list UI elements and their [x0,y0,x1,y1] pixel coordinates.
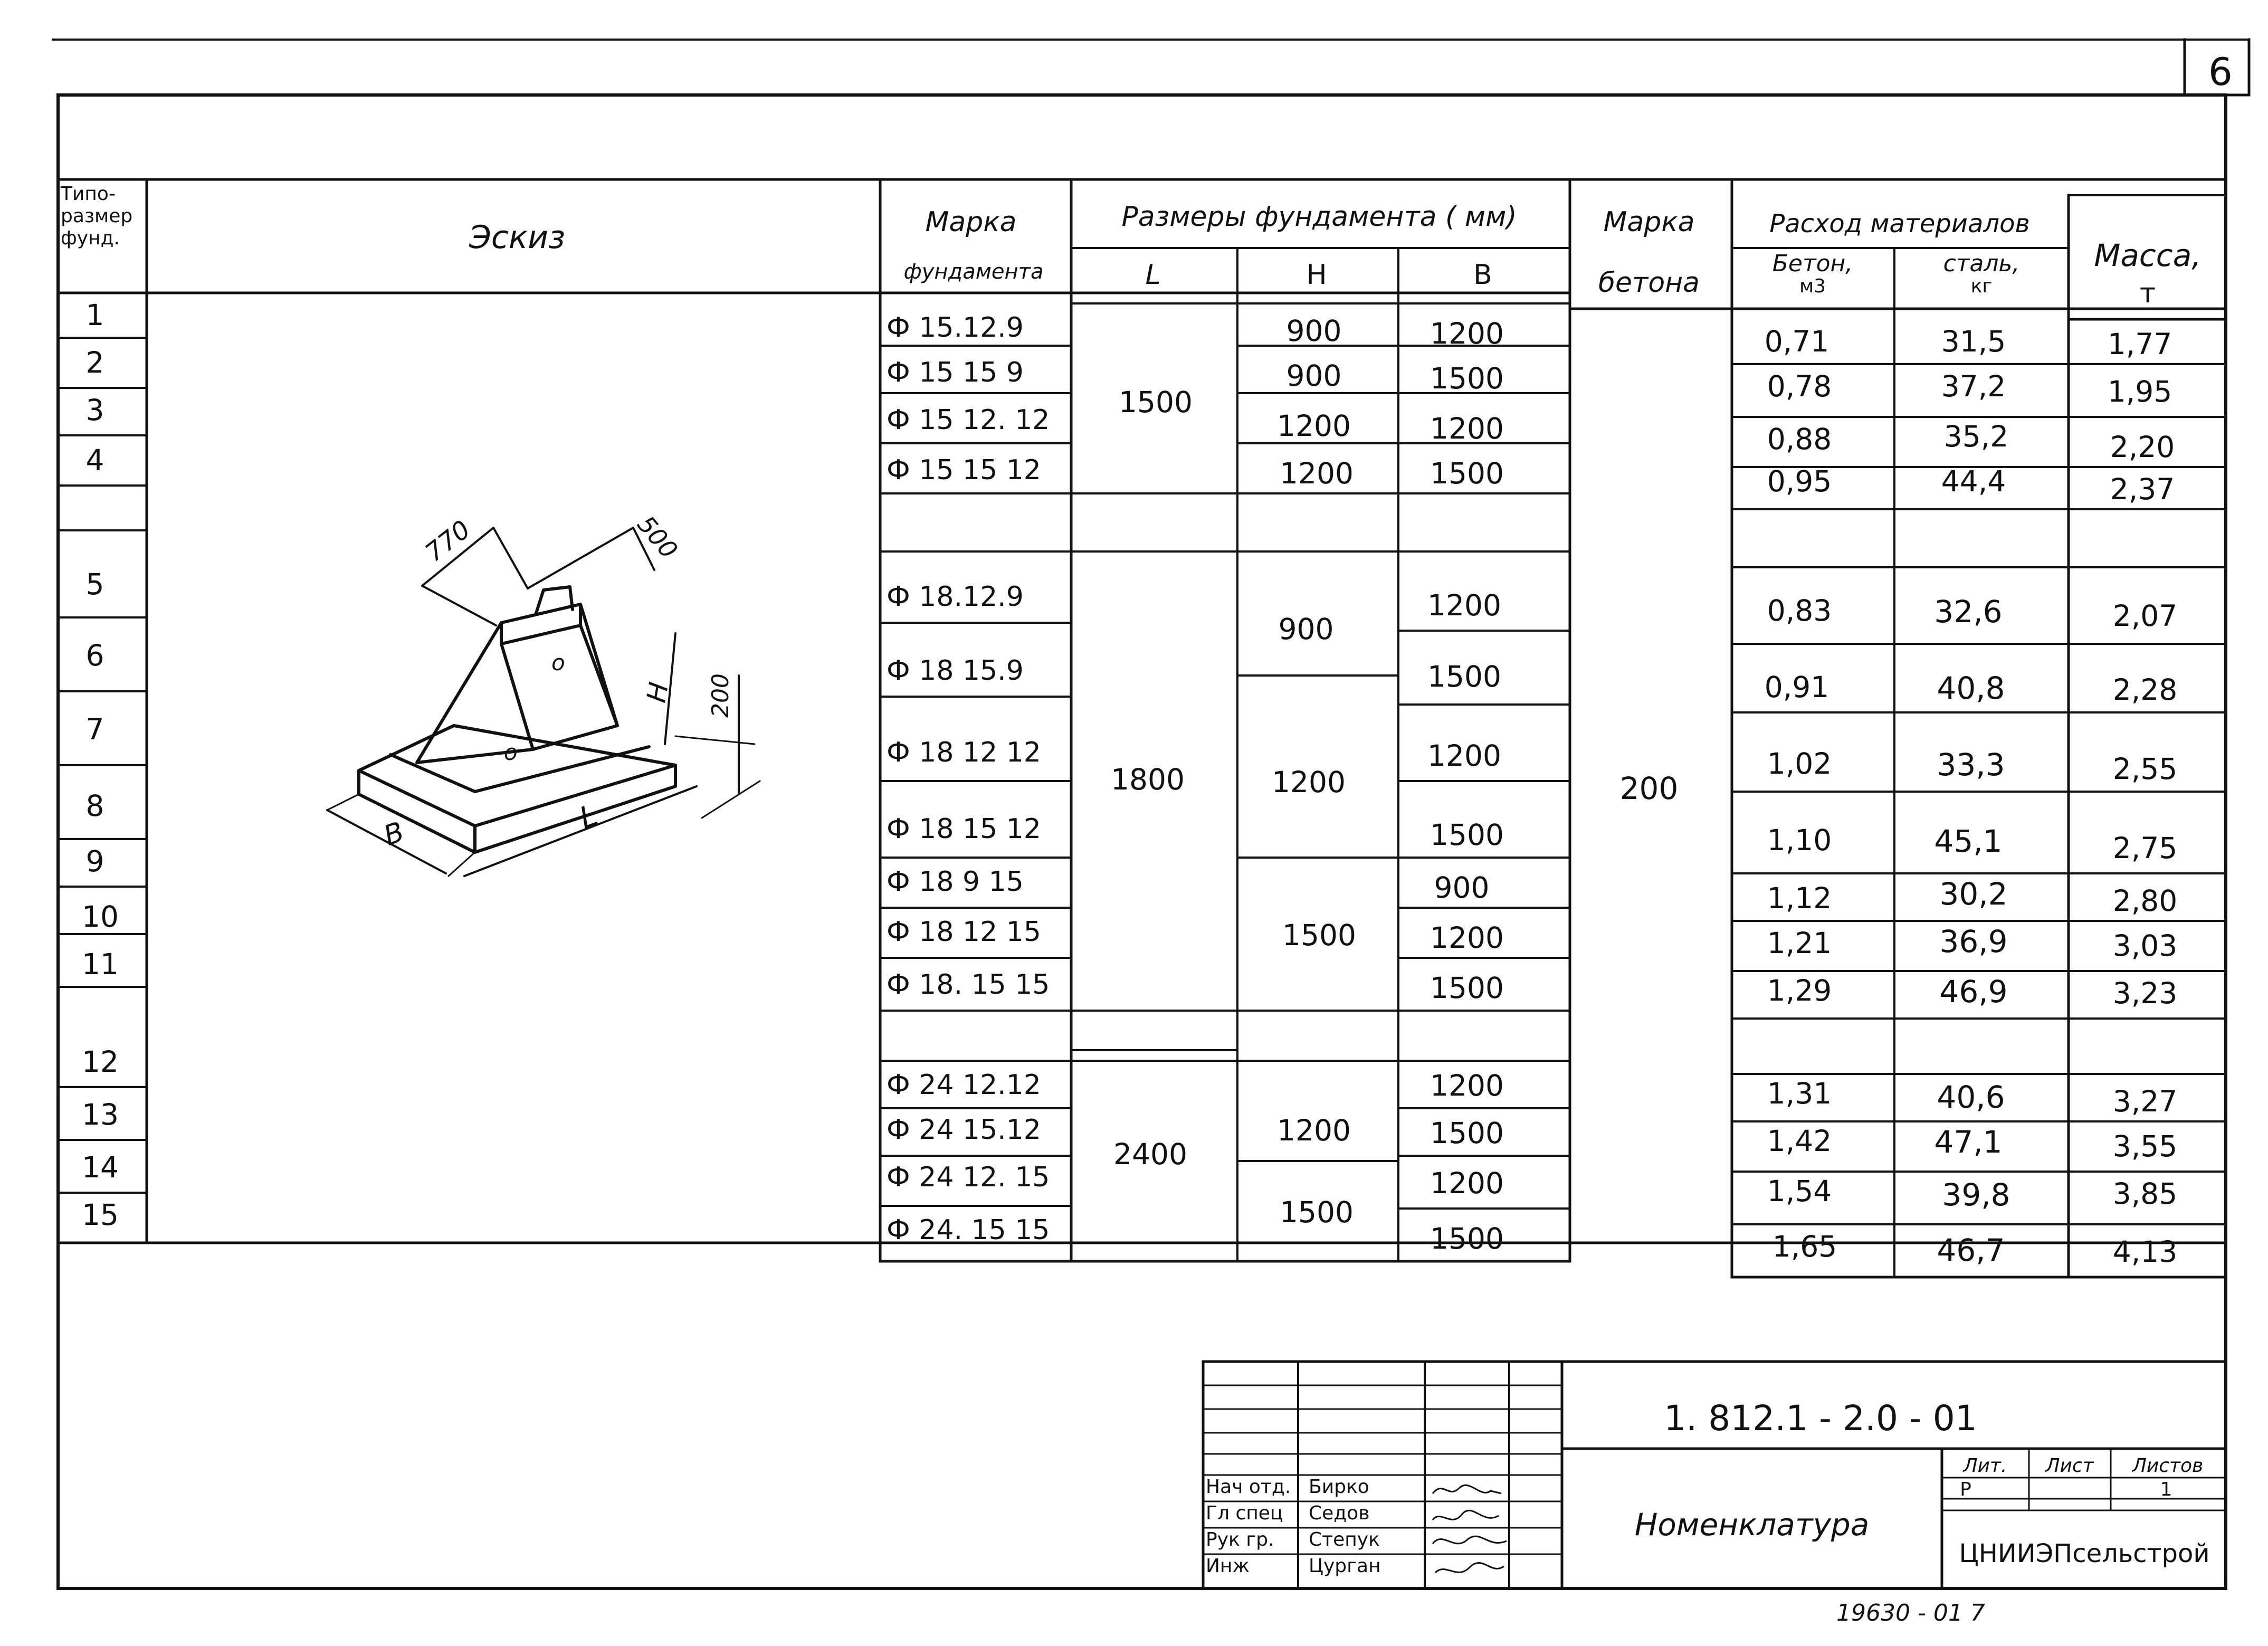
row-4-mass: 2,37 [2110,472,2175,506]
row-7-B: 1200 [1427,739,1501,773]
row-15-mass: 4,13 [2112,1235,2178,1269]
row-3-mass: 2,20 [2110,430,2175,464]
row-12-steel: 40,6 [1937,1079,2005,1115]
row-10-mark: Ф 18 12 15 [887,916,1041,948]
row-8-concrete: 1,10 [1767,823,1832,857]
row-14-B: 1200 [1430,1166,1504,1200]
group-L-1800: 1800 [1111,763,1185,796]
row-1-steel: 31,5 [1941,325,2006,358]
row-3-mark: Ф 15 12. 12 [887,404,1050,436]
document-code: 1. 812.1 - 2.0 - 01 [1664,1398,1977,1439]
row-2-steel: 37,2 [1941,369,2006,403]
group-L-1500: 1500 [1119,385,1193,419]
row-8-mass: 2,75 [2112,831,2178,865]
staff-4-role: Инж [1206,1555,1250,1577]
row-15-mark: Ф 24. 15 15 [887,1214,1050,1246]
row-1-mark: Ф 15.12.9 [887,312,1024,344]
row-11-number: 11 [82,947,119,981]
header-dims: Размеры фундамента ( мм) [1121,201,1517,233]
row-13-B: 1500 [1430,1116,1504,1150]
row-7-mark: Ф 18 12 12 [887,737,1041,768]
row-12-mark: Ф 24 12.12 [887,1069,1041,1101]
row-4-mark: Ф 15 15 12 [887,454,1041,486]
row-15-number: 15 [82,1198,119,1232]
row-5-B: 1200 [1427,588,1501,622]
sketch-hole-lower: о [504,739,518,765]
sketch-label-L: L [575,797,603,836]
row-11-concrete: 1,29 [1767,974,1832,1007]
row-2-mark: Ф 15 15 9 [887,357,1024,388]
row-15-steel: 46,7 [1937,1232,2005,1268]
row-3-H: 1200 [1277,409,1351,443]
row-3-B: 1200 [1430,412,1504,445]
row-13-mark: Ф 24 15.12 [887,1114,1041,1146]
row-8-mark: Ф 18 15 12 [887,813,1041,845]
row-6-concrete: 0,91 [1764,670,1829,704]
row-6-mass: 2,28 [2112,673,2178,707]
row-14-mark: Ф 24 12. 15 [887,1162,1050,1193]
concrete-grade: 200 [1619,770,1679,806]
header-mat-steel-line2: кг [1970,275,1993,297]
row-3-concrete: 0,88 [1767,422,1832,456]
row-6-steel: 40,8 [1937,670,2005,706]
sketch-dim-770: 770 [420,515,477,568]
row-4-steel: 44,4 [1941,464,2006,498]
row-14-steel: 39,8 [1942,1177,2010,1213]
sketch-label-B: B [379,816,408,852]
row-10-mass: 3,03 [2112,929,2178,963]
row-5-mass: 2,07 [2112,599,2178,633]
sketch-dim-200: 200 [707,673,734,718]
row-5-steel: 32,6 [1934,594,2003,630]
row-9-number: 9 [85,844,104,878]
sheet-number: 6 [2208,50,2233,94]
header-mat-concrete-line1: Бетон, [1772,250,1853,277]
group-L-2400: 2400 [1113,1137,1187,1171]
row-5-number: 5 [85,567,104,601]
row-3-number: 3 [85,393,104,427]
row-9-B: 900 [1434,871,1490,905]
row-10-B: 1200 [1430,921,1504,955]
row-6-mark: Ф 18 15.9 [887,655,1024,687]
header-type-line1: Типо- [61,183,116,205]
row-2-B: 1500 [1430,361,1504,395]
row-12-mass: 3,27 [2112,1084,2178,1118]
group-H-900: 900 [1278,612,1334,646]
row-10-concrete: 1,21 [1767,926,1832,960]
header-sketch: Эскиз [469,219,566,256]
header-type-line3: фунд. [61,227,120,249]
row-8-steel: 45,1 [1934,823,2003,859]
row-10-steel: 36,9 [1939,924,2008,959]
row-9-steel: 30,2 [1939,876,2008,912]
header-mark-line2: фундамента [903,260,1044,284]
row-1-mass: 1,77 [2107,327,2172,361]
staff-4-name: Цурган [1309,1555,1381,1577]
document-title: Номенклатура [1634,1507,1870,1543]
row-2-H: 900 [1286,359,1342,393]
header-type-line2: размер [61,205,133,227]
row-14-mass: 3,85 [2112,1177,2178,1211]
row-14-number: 14 [82,1150,119,1184]
signatures [1427,1478,1512,1583]
row-6-number: 6 [85,639,104,672]
row-2-mass: 1,95 [2107,375,2172,408]
staff-3-name: Степук [1309,1529,1380,1550]
row-13-mass: 3,55 [2112,1129,2178,1163]
header-dim-B: B [1473,259,1492,291]
row-7-mass: 2,55 [2112,752,2178,786]
lit-label: Лит. [1963,1455,2007,1477]
group-H-1200-b: 1200 [1277,1114,1351,1147]
row-8-B: 1500 [1430,818,1504,852]
row-15-concrete: 1,65 [1772,1230,1837,1263]
header-dim-H: H [1306,259,1327,291]
staff-2-name: Седов [1309,1502,1370,1524]
staff-2-role: Гл спец [1206,1502,1283,1524]
row-13-number: 13 [82,1098,119,1131]
footer-stamp: 19630 - 01 7 [1836,1600,1985,1626]
row-4-H: 1200 [1280,456,1354,490]
row-8-number: 8 [85,789,104,823]
row-2-number: 2 [85,346,104,379]
row-5-concrete: 0,83 [1767,594,1832,627]
row-11-B: 1500 [1430,971,1504,1005]
row-10-number: 10 [82,900,119,934]
row-7-steel: 33,3 [1937,747,2005,783]
row-11-steel: 46,9 [1939,974,2008,1010]
header-dim-L: L [1145,259,1161,291]
sheets-label: Листов [2132,1455,2204,1477]
sketch-hole-upper: о [551,650,565,675]
staff-3-role: Рук гр. [1206,1529,1274,1550]
group-H-1500: 1500 [1282,918,1356,952]
sheets-value: 1 [2160,1479,2172,1500]
group-H-1500-b: 1500 [1280,1195,1354,1229]
row-9-mark: Ф 18 9 15 [887,866,1024,898]
sheet-label: Лист [2045,1455,2094,1477]
row-4-B: 1500 [1430,456,1504,490]
row-11-mass: 3,23 [2112,976,2178,1010]
row-1-H: 900 [1286,314,1342,348]
row-2-concrete: 0,78 [1767,369,1832,403]
header-mat-steel-line1: сталь, [1943,250,2020,277]
row-1-concrete: 0,71 [1764,325,1829,358]
header-mass-line1: Масса, [2094,237,2202,273]
row-12-concrete: 1,31 [1767,1077,1832,1110]
header-concrete-line2: бетона [1598,267,1700,299]
row-1-B: 1200 [1430,317,1504,350]
row-9-concrete: 1,12 [1767,881,1832,915]
staff-1-name: Бирко [1309,1476,1369,1498]
header-mark-line1: Марка [925,206,1017,238]
row-13-concrete: 1,42 [1767,1124,1832,1158]
row-6-B: 1500 [1427,660,1501,693]
row-7-concrete: 1,02 [1767,747,1832,781]
row-12-number: 12 [82,1045,119,1079]
row-1-number: 1 [85,298,104,332]
row-5-mark: Ф 18.12.9 [887,581,1024,613]
staff-1-role: Нач отд. [1206,1476,1291,1498]
organization: ЦНИИЭПсельстрой [1959,1539,2210,1568]
row-12-B: 1200 [1430,1069,1504,1102]
foundation-sketch [296,507,770,897]
row-15-B: 1500 [1430,1222,1504,1255]
header-concrete-line1: Марка [1603,206,1695,238]
row-4-concrete: 0,95 [1767,464,1832,498]
row-7-number: 7 [85,712,104,746]
row-13-steel: 47,1 [1934,1124,2003,1160]
header-materials: Расход материалов [1769,209,2030,239]
sketch-label-H: H [641,680,675,705]
sketch-dim-500: 500 [632,510,684,564]
row-3-steel: 35,2 [1943,420,2009,453]
header-mat-concrete-line2: м3 [1799,275,1826,297]
group-H-1200: 1200 [1272,765,1346,799]
row-4-number: 4 [85,443,104,477]
row-14-concrete: 1,54 [1767,1174,1832,1208]
header-mass-line2: т [2139,278,2156,309]
row-9-mass: 2,80 [2112,884,2178,918]
lit-value: Р [1960,1479,1971,1500]
row-11-mark: Ф 18. 15 15 [887,969,1050,1001]
